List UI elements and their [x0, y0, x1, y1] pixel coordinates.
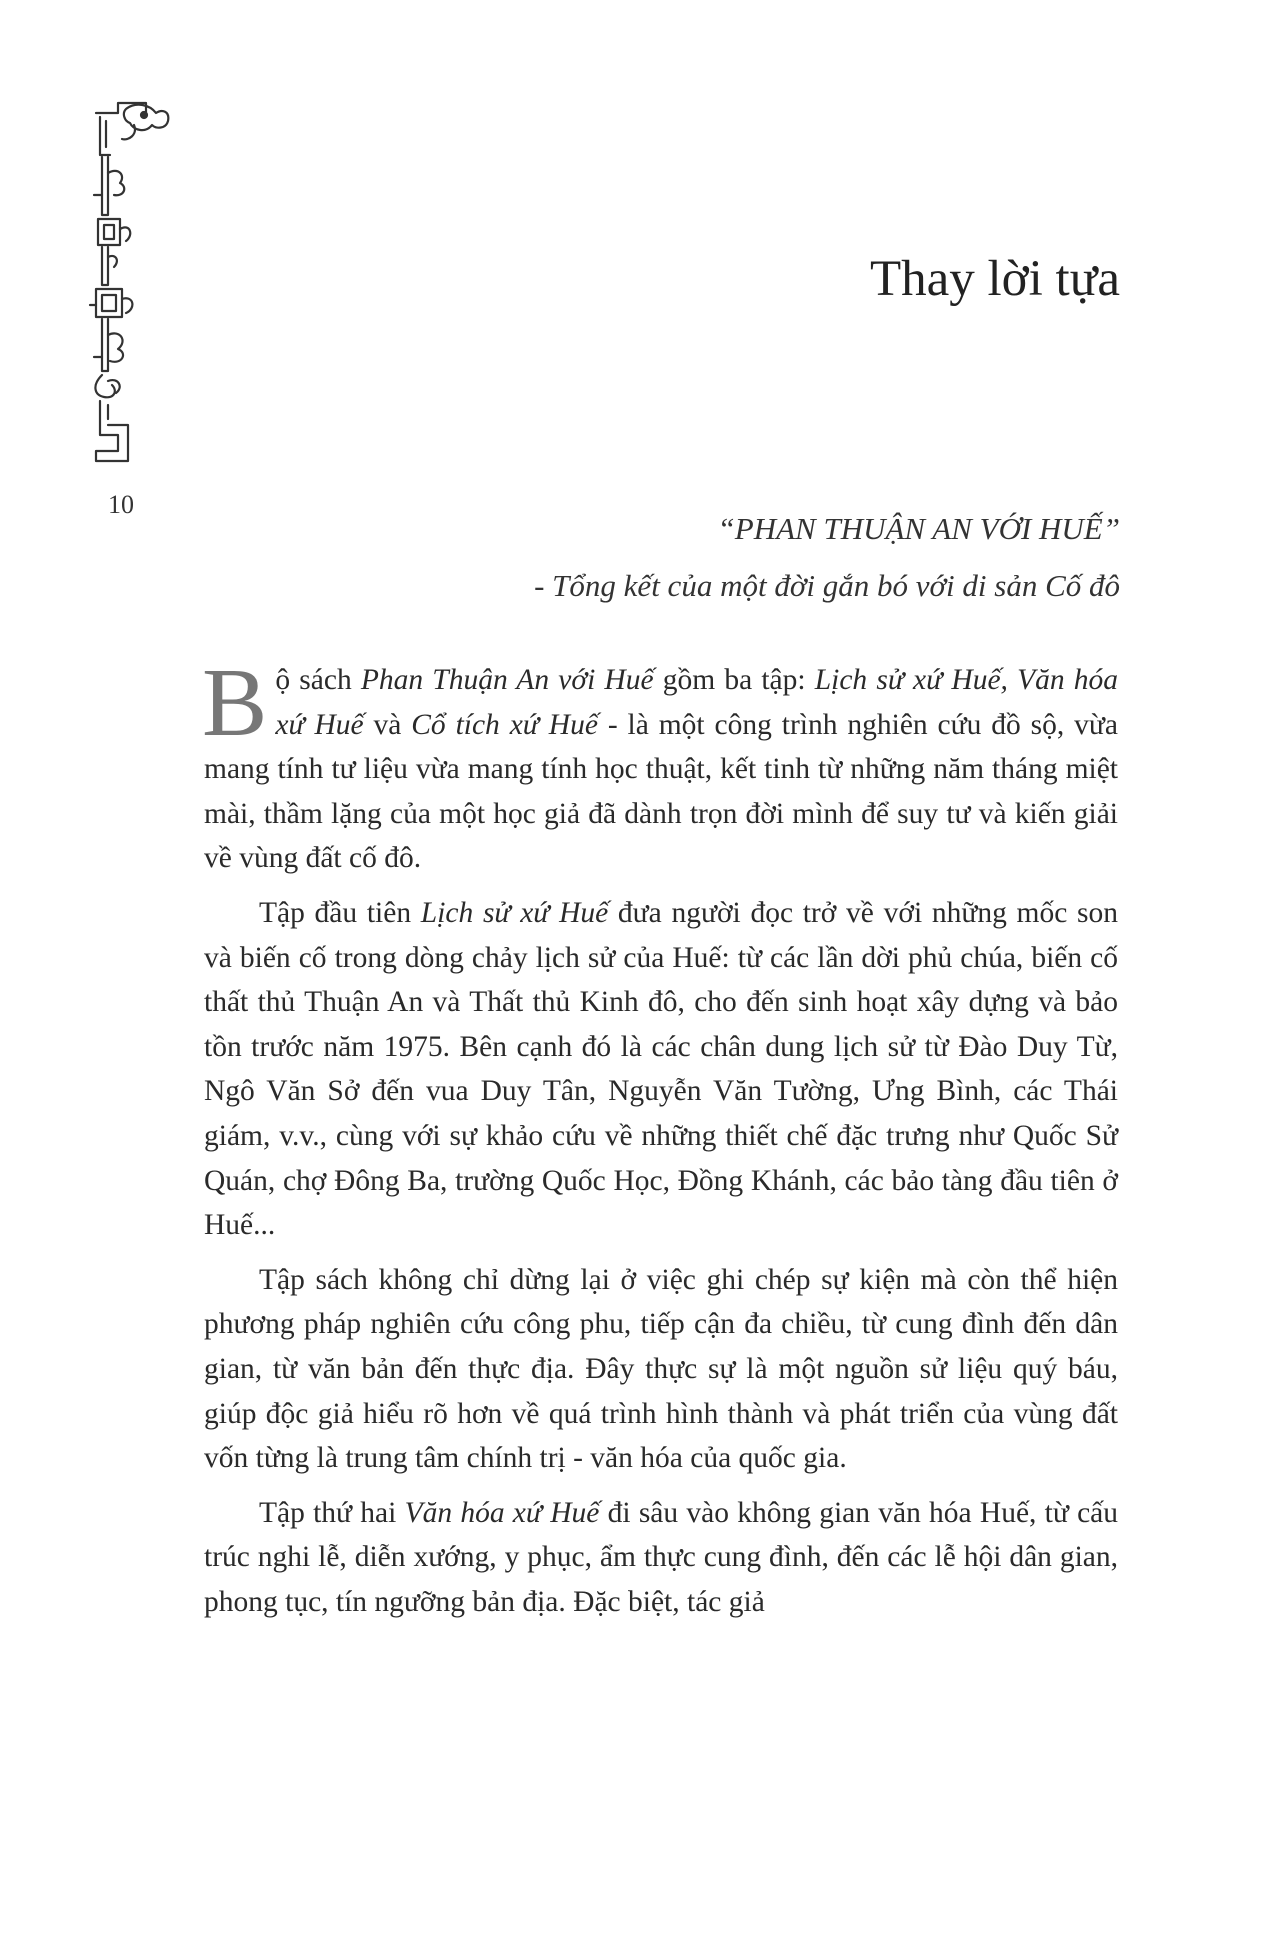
- p4-text-1: đi sâu vào không gian văn hóa Huế, từ cấu trúc nghi lễ, diễn xướng, y phục, ẩm thực cung đình, đến các lễ hội dân gian, phong tục, tín ngưỡng bản địa. Đặc biệt, tác giả: [204, 1496, 1119, 1618]
- p1-text-3: - là một công trình nghiên cứu đồ sộ, vừa mang tính tư liệu vừa mang tính học thuật, kết tinh từ những năm tháng miệt mài, thầm lặng của một học giả đã dành trọn đời mình để suy tư và kiến giải về vùng đất cố đô.: [204, 708, 1119, 875]
- subtitle: [534, 500, 1120, 614]
- page-number: 10: [108, 490, 134, 519]
- p2-text-0: Tập đầu tiên: [259, 896, 421, 929]
- p1-text-0: ộ sách: [275, 664, 361, 696]
- p4-italic-0: Văn hóa xứ Huế: [404, 1496, 600, 1529]
- subtitle-line-2: - Tổng kết của một đời gắn bó với di sản Cố đô: [534, 568, 1120, 603]
- subtitle-line-1: “PHAN THUẬN AN VỚI HUẾ”: [717, 511, 1120, 546]
- p3-text-0: Tập sách không chỉ dừng lại ở việc ghi chép sự kiện mà còn thể hiện phương pháp nghiên cứu công phu, tiếp cận đa chiều, từ cung đình đến dân gian, từ văn bản đến thực địa. Đây thực sự là một nguồn sử liệu quý báu, giúp độc giả hiểu rõ hơn về quá trình hình thành và phát triển của vùng đất vốn từng là trung tâm chính trị - văn hóa của quốc gia.: [204, 1263, 1118, 1475]
- p2-text-1: đưa người đọc trở về với những mốc son và biến cố trong dòng chảy lịch sử của Huế: từ các lần dời phủ chúa, biến cố thất thủ Thuận An và Thất thủ Kinh đô, cho đến sinh hoạt xây dựng và bảo tồn trước năm 1975. Bên cạnh đó là các chân dung lịch sử từ Đào Duy Từ, Ngô Văn Sở đến vua Duy Tân, Nguyễn Văn Tường, Ưng Bình, các Thái giám, v.v., cùng với sự khảo cứu về những thiết chế đặc trưng như Quốc Sử Quán, chợ Đông Ba, trường Quốc Học, Đồng Khánh, các bảo tàng đầu tiên ở Huế...: [204, 896, 1118, 1242]
- page-title: Thay lời tựa: [869, 251, 1120, 307]
- p1-italic-1: Lịch sử xứ Huế, Văn hóa xứ Huế: [275, 664, 1118, 741]
- drop-cap: B: [202, 649, 268, 757]
- vertical-dragon-ornament-icon: [88, 95, 183, 465]
- body-text: [202, 649, 1119, 1634]
- p1-italic-2: Cổ tích xứ Huế: [411, 708, 598, 741]
- p4-text-0: Tập thứ hai: [259, 1496, 405, 1529]
- p2-italic-0: Lịch sử xứ Huế: [420, 896, 609, 929]
- paragraph-2: [204, 891, 1118, 1248]
- paragraph-4: [204, 1491, 1118, 1625]
- p1-italic-0: Phan Thuận An với Huế: [360, 664, 654, 696]
- paragraph-1: [202, 649, 1119, 881]
- p1-text-1: gồm ba tập:: [653, 664, 815, 696]
- p1-text-2: và: [363, 708, 412, 741]
- paragraph-3: [204, 1258, 1118, 1481]
